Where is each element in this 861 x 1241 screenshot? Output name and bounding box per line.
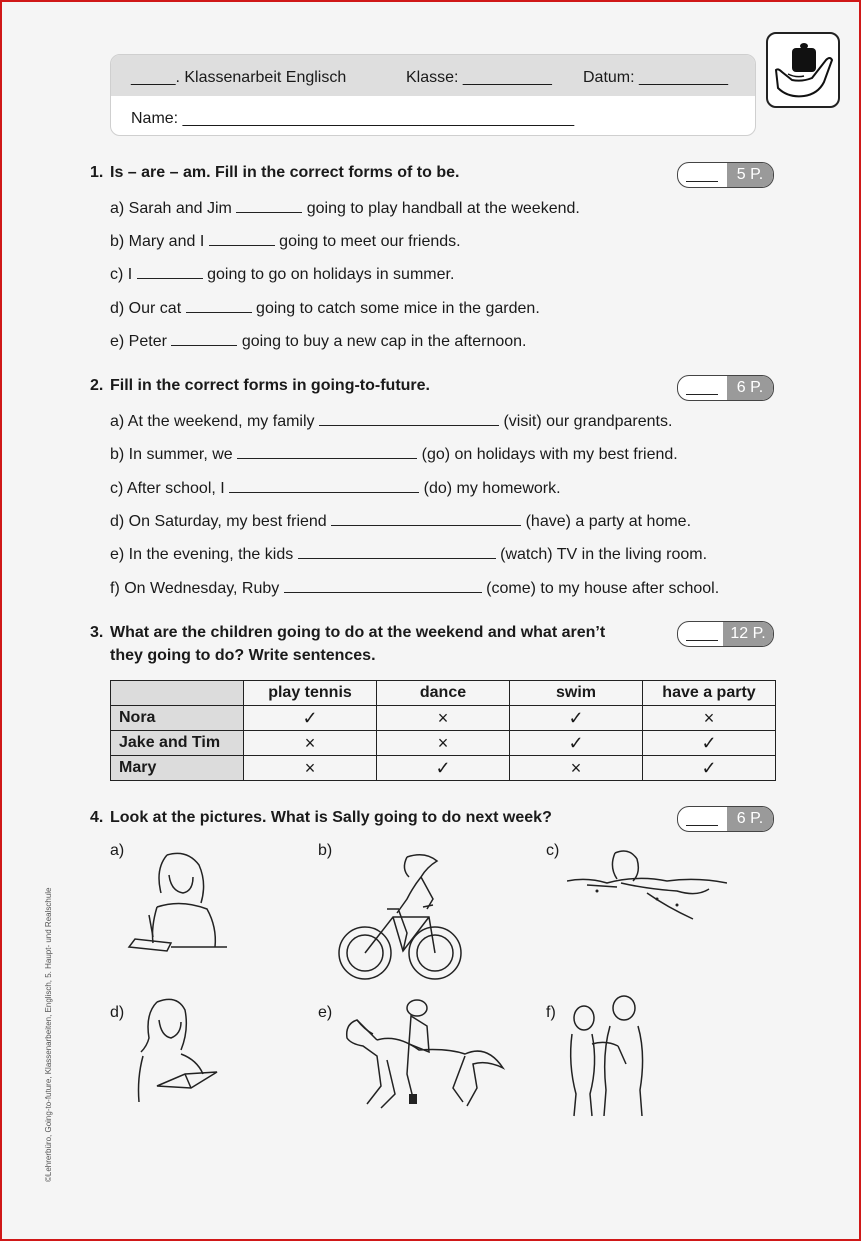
q1-item-d: d) Our cat going to catch some mice in the garden.	[110, 300, 540, 317]
q2-item-b: b) In summer, we (go) on holidays with my best friend.	[110, 446, 678, 463]
girl-swimming-illustration	[567, 847, 727, 932]
girl-helping-illustration	[562, 994, 652, 1119]
q1-points: 5 P.	[727, 163, 773, 187]
answer-blank[interactable]	[284, 578, 482, 593]
points-blank	[686, 622, 718, 641]
answer-blank[interactable]	[319, 411, 499, 426]
mark-cell: ✓	[643, 756, 776, 781]
q2-points: 6 P.	[727, 376, 773, 400]
answer-blank[interactable]	[298, 544, 496, 559]
q2-item-a: a) At the weekend, my family (visit) our grandparents.	[110, 413, 673, 430]
answer-blank[interactable]	[209, 231, 275, 246]
picture-label-d: d)	[110, 1004, 125, 1021]
mark-cell: ×	[510, 756, 643, 781]
girl-riding-horse-illustration	[337, 994, 507, 1119]
table-header-row	[111, 681, 776, 706]
header-box	[110, 54, 756, 136]
class-field[interactable]: Klasse: __________	[406, 69, 552, 86]
row-name: Nora	[111, 706, 244, 731]
q2-number: 2.	[90, 377, 104, 394]
q2-item-d: d) On Saturday, my best friend (have) a party at home.	[110, 513, 692, 530]
picture-label-f: f)	[546, 1004, 556, 1021]
mark-cell: ×	[377, 731, 510, 756]
q1-title: Is – are – am. Fill in the correct forms of to be.	[110, 164, 460, 181]
col-header: have a party	[643, 681, 776, 706]
col-header: dance	[377, 681, 510, 706]
q2-item-f: f) On Wednesday, Ruby (come) to my house after school.	[110, 580, 720, 597]
answer-blank[interactable]	[137, 264, 203, 279]
lehrerbuero-logo	[766, 32, 840, 108]
q3-title-line1: What are the children going to do at the weekend and what aren’t	[110, 624, 606, 641]
answer-blank[interactable]	[236, 198, 302, 213]
q1-item-e: e) Peter going to buy a new cap in the afternoon.	[110, 333, 527, 350]
q2-item-c: c) After school, I (do) my homework.	[110, 480, 561, 497]
answer-blank[interactable]	[171, 331, 237, 346]
points-blank	[686, 376, 718, 395]
mark-cell: ✓	[643, 731, 776, 756]
table-row	[111, 756, 776, 781]
copyright-side-text: ©Lehrerbüro, Going-to-future, Klassenarbeiten, Englisch, 5. Haupt- und Realschule	[44, 887, 53, 1182]
q3-points: 12 P.	[723, 622, 773, 646]
table-row	[111, 706, 776, 731]
points-blank	[686, 163, 718, 182]
row-name: Mary	[111, 756, 244, 781]
answer-blank[interactable]	[331, 511, 521, 526]
date-field[interactable]: Datum: __________	[583, 69, 728, 86]
table-row	[111, 731, 776, 756]
row-name: Jake and Tim	[111, 731, 244, 756]
activity-table	[110, 680, 776, 781]
answer-blank[interactable]	[229, 478, 419, 493]
points-blank	[686, 807, 718, 826]
picture-label-e: e)	[318, 1004, 333, 1021]
picture-label-a: a)	[110, 842, 125, 859]
picture-label-c: c)	[546, 842, 560, 859]
answer-blank[interactable]	[237, 444, 417, 459]
q3-points-box[interactable]	[677, 621, 774, 647]
girl-cycling-illustration	[337, 847, 462, 987]
mark-cell: ✓	[244, 706, 377, 731]
q2-item-e: e) In the evening, the kids (watch) TV in the living room.	[110, 546, 708, 563]
mark-cell: ✓	[510, 706, 643, 731]
q3-number: 3.	[90, 624, 104, 641]
q1-item-a: a) Sarah and Jim going to play handball at the weekend.	[110, 200, 580, 217]
q4-points-box[interactable]	[677, 806, 774, 832]
picture-label-b: b)	[318, 842, 333, 859]
mark-cell: ×	[244, 731, 377, 756]
q4-number: 4.	[90, 809, 104, 826]
q2-title: Fill in the correct forms in going-to-future.	[110, 377, 430, 394]
mark-cell: ✓	[377, 756, 510, 781]
mark-cell: ×	[643, 706, 776, 731]
q4-points: 6 P.	[727, 807, 773, 831]
answer-blank[interactable]	[186, 298, 252, 313]
mark-cell: ✓	[510, 731, 643, 756]
q1-points-box[interactable]	[677, 162, 774, 188]
girl-writing-illustration	[127, 847, 227, 957]
q4-title: Look at the pictures. What is Sally going to do next week?	[110, 809, 552, 826]
col-header: play tennis	[244, 681, 377, 706]
col-header: swim	[510, 681, 643, 706]
table-corner	[111, 681, 244, 706]
q1-item-c: c) I going to go on holidays in summer.	[110, 266, 455, 283]
q1-number: 1.	[90, 164, 104, 181]
mark-cell: ×	[244, 756, 377, 781]
name-field[interactable]: Name: ____________________________________________	[131, 110, 575, 127]
girl-reading-illustration	[127, 994, 227, 1114]
mark-cell: ×	[377, 706, 510, 731]
hand-weight-icon	[768, 34, 838, 106]
exam-title: _____. Klassenarbeit Englisch	[131, 69, 347, 86]
q3-title-line2: they going to do? Write sentences.	[110, 647, 376, 664]
q1-item-b: b) Mary and I going to meet our friends.	[110, 233, 461, 250]
q2-points-box[interactable]	[677, 375, 774, 401]
